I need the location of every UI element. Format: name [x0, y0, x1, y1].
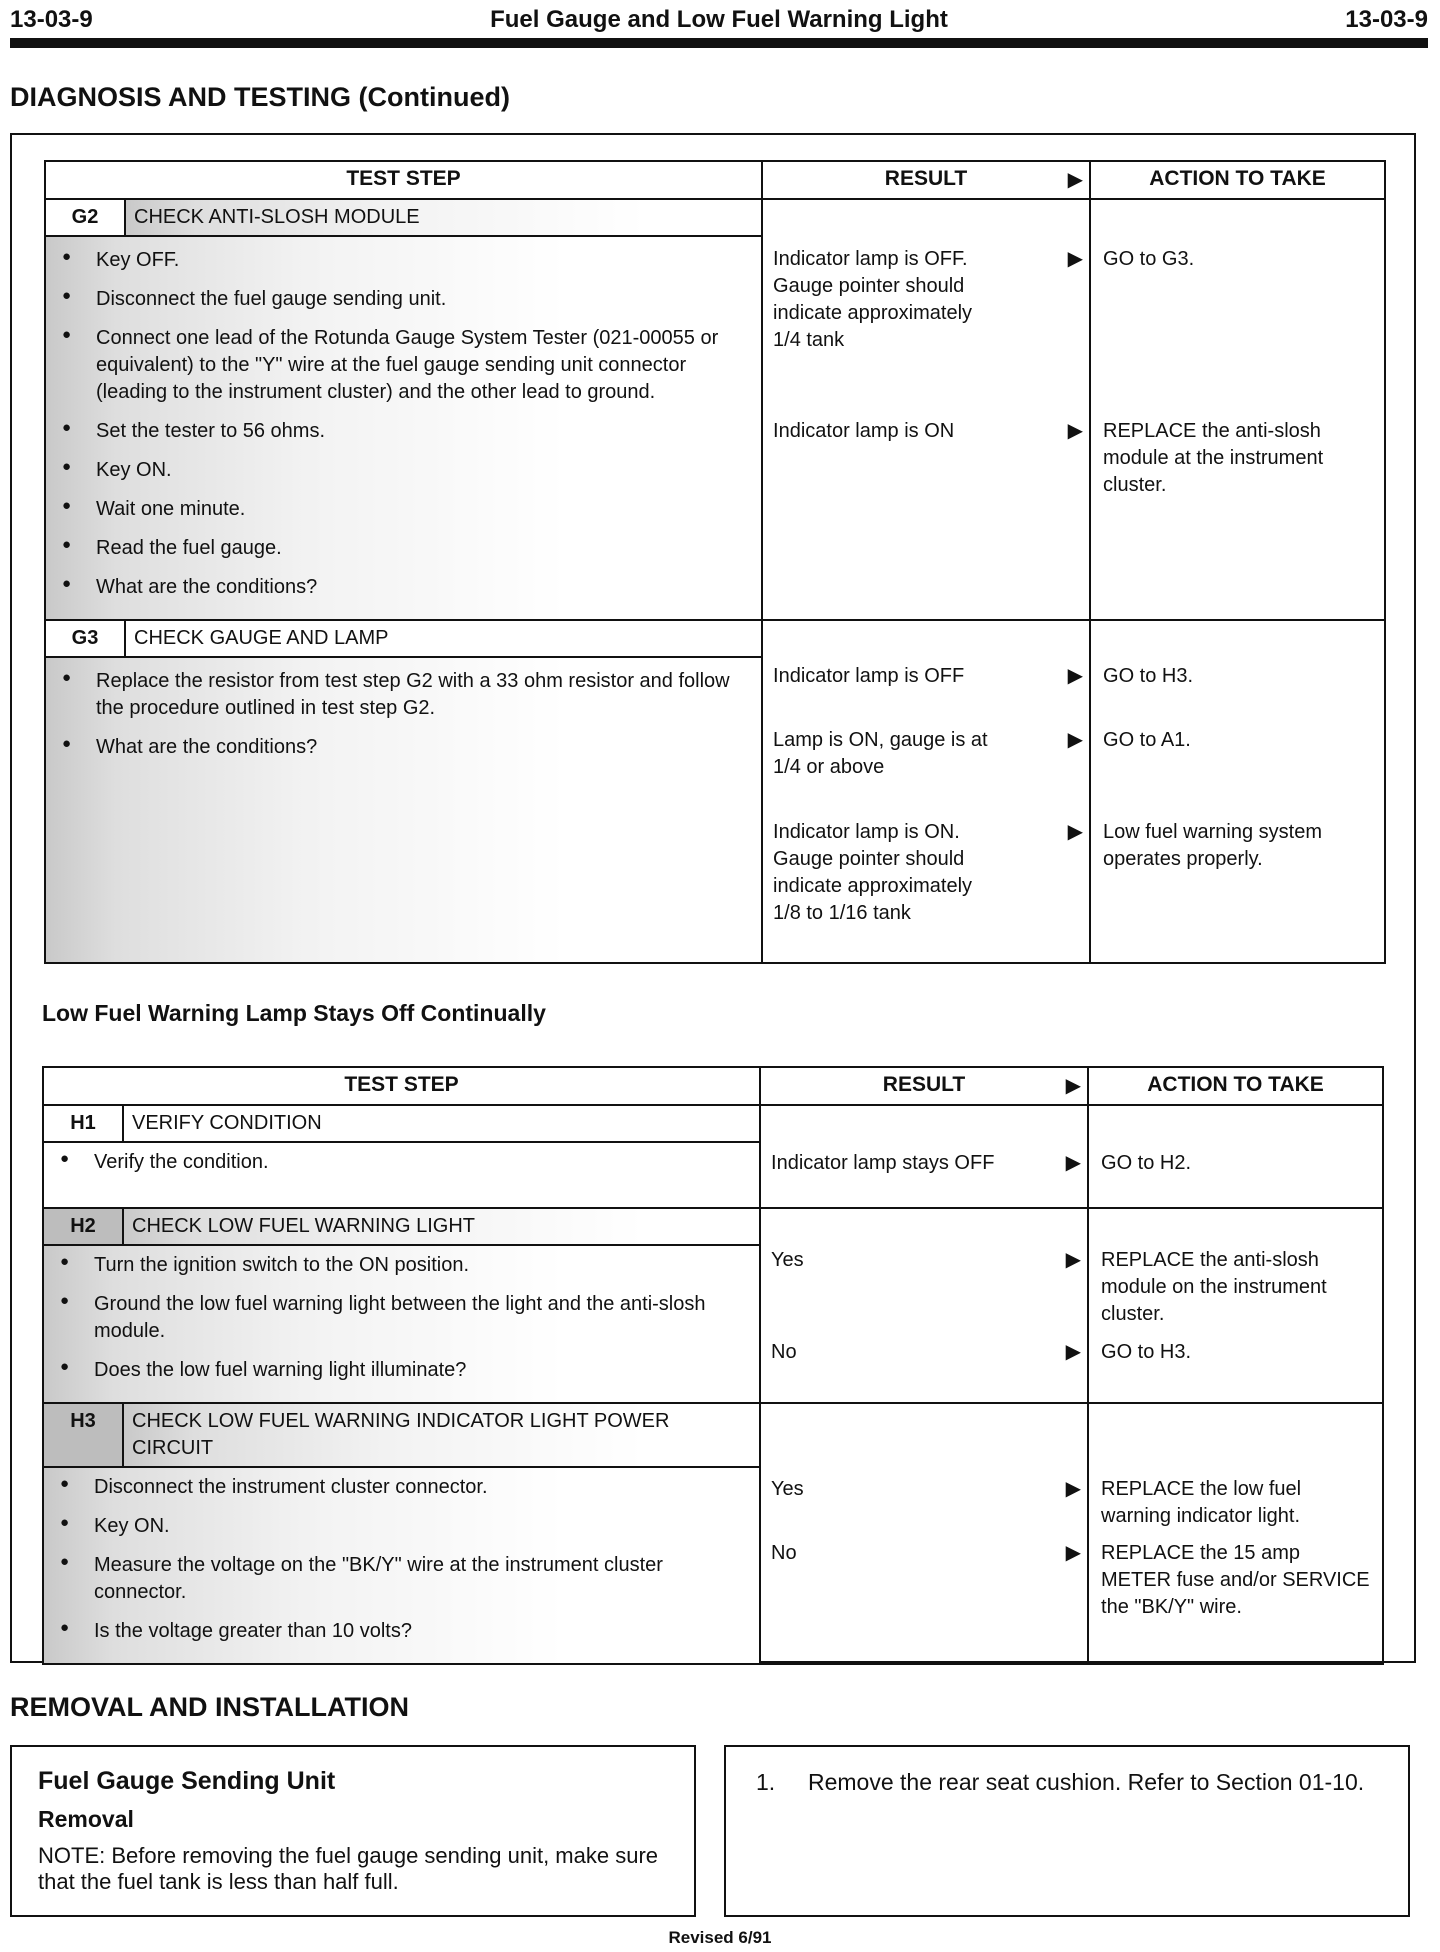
page-title: Fuel Gauge and Low Fuel Warning Light [490, 6, 948, 33]
bullet-item: ● Disconnect the fuel gauge sending unit. [96, 286, 745, 313]
arrow-icon: ▶ [1067, 169, 1084, 191]
procedure-step-text: Remove the rear seat cushion. Refer to Section 01-10. [808, 1769, 1365, 1795]
bullet-list [44, 1143, 759, 1194]
page-footer: Revised 6/91 [668, 1928, 772, 1947]
header-test-step: TEST STEP [43, 1067, 760, 1105]
header-rule [10, 38, 1428, 48]
step-title: CHECK ANTI-SLOSH MODULE [125, 199, 762, 236]
arrow-icon: ▶ [1065, 1478, 1082, 1500]
result-item [773, 246, 1084, 354]
result-text: Indicator lamp is OFF. Gauge pointer should indicate approximately 1/4 tank [773, 248, 973, 351]
step-title-row [43, 1105, 1383, 1142]
header-test-step: TEST STEP [45, 161, 762, 199]
step-body [45, 236, 762, 620]
bullet-item: ● Wait one minute. [96, 496, 745, 523]
bullet-item: ● Set the tester to 56 ohms. [96, 418, 745, 445]
step-title: VERIFY CONDITION [123, 1105, 760, 1142]
action-text: GO to A1. [1103, 729, 1191, 751]
step-title: CHECK GAUGE AND LAMP [125, 620, 762, 657]
step-title-row [45, 199, 1385, 236]
action-cell [1090, 199, 1385, 620]
header-result-label: RESULT [884, 167, 968, 190]
header-action: ACTION TO TAKE [1088, 1067, 1383, 1105]
table-header-row [43, 1067, 1383, 1105]
action-text: REPLACE the anti-slosh module on the instrument cluster. [1101, 1249, 1327, 1325]
bullet-list [46, 237, 761, 619]
result-text: No [771, 1542, 797, 1564]
action-text: GO to G3. [1103, 248, 1195, 270]
result-text: Yes [771, 1478, 804, 1500]
result-item [773, 663, 1084, 690]
step-id: H2 [43, 1208, 123, 1245]
arrow-icon: ▶ [1065, 1341, 1082, 1363]
procedure-box [724, 1745, 1410, 1917]
arrow-icon: ▶ [1067, 729, 1084, 751]
arrow-icon: ▶ [1065, 1249, 1082, 1271]
bullet-item: ● Ground the low fuel warning light between the light and the anti-slosh module. [94, 1291, 743, 1345]
action-text: REPLACE the anti-slosh module at the instrument cluster. [1103, 420, 1324, 496]
header-result [760, 1067, 1088, 1105]
bullet-item: ● Key OFF. [96, 247, 745, 274]
result-text: Indicator lamp is OFF [773, 665, 965, 687]
removal-title: Fuel Gauge Sending Unit [38, 1767, 336, 1795]
header-result [762, 161, 1090, 199]
result-item [773, 819, 1084, 927]
step-body [43, 1142, 760, 1208]
action-cell [1088, 1208, 1383, 1403]
arrow-icon: ▶ [1065, 1152, 1082, 1174]
action-cell [1088, 1105, 1383, 1208]
step-body [45, 657, 762, 963]
subheading: Low Fuel Warning Lamp Stays Off Continually [42, 1000, 546, 1026]
removal-note: NOTE: Before removing the fuel gauge sending unit, make sure that the fuel tank is less than half full. [38, 1843, 659, 1895]
action-cell [1090, 620, 1385, 963]
result-item [771, 1247, 1082, 1274]
result-text: No [771, 1341, 797, 1363]
arrow-icon: ▶ [1065, 1075, 1082, 1097]
step-body [43, 1245, 760, 1403]
bullet-item: ● Does the low fuel warning light illuminate? [94, 1357, 743, 1384]
bullet-item: ● Key ON. [96, 457, 745, 484]
test-table-g [44, 160, 1386, 964]
arrow-icon: ▶ [1067, 665, 1084, 687]
bullet-item: ● Connect one lead of the Rotunda Gauge System Tester (021-00055 or equivalent) to the "Y" wire at the fuel gauge sending unit connector (leading to the instrument cluster) and the other lead to ground. [96, 325, 745, 406]
step-id: G2 [45, 199, 125, 236]
result-item [771, 1540, 1082, 1567]
result-item [771, 1339, 1082, 1366]
result-text: Indicator lamp is ON. Gauge pointer should indicate approximately 1/8 to 1/16 tank [773, 821, 973, 924]
bullet-item: ● Replace the resistor from test step G2 with a 33 ohm resistor and follow the procedure outlined in test step G2. [96, 668, 745, 722]
bullet-item: ● Disconnect the instrument cluster connector. [94, 1474, 743, 1501]
bullet-item: ● What are the conditions? [96, 734, 745, 761]
action-text: GO to H2. [1101, 1152, 1192, 1174]
action-text: GO to H3. [1101, 1341, 1192, 1363]
result-item [771, 1476, 1082, 1503]
step-id: H3 [43, 1403, 123, 1467]
section-title-removal: REMOVAL AND INSTALLATION [10, 1692, 409, 1722]
result-cell [760, 1403, 1088, 1664]
result-cell [762, 620, 1090, 963]
result-cell [760, 1208, 1088, 1403]
step-id: G3 [45, 620, 125, 657]
bullet-item: ● Key ON. [94, 1513, 743, 1540]
step-title-row [43, 1403, 1383, 1467]
step-body [43, 1467, 760, 1664]
step-title: CHECK LOW FUEL WARNING INDICATOR LIGHT POWER CIRCUIT [123, 1403, 760, 1467]
page-number-right: 13-03-9 [1345, 6, 1428, 33]
procedure-step [756, 1769, 1378, 1797]
procedure-step-number: 1. [756, 1769, 776, 1795]
result-text: Yes [771, 1249, 804, 1271]
arrow-icon: ▶ [1067, 821, 1084, 843]
arrow-icon: ▶ [1065, 1542, 1082, 1564]
bullet-list [46, 658, 761, 779]
action-text: GO to H3. [1103, 665, 1194, 687]
removal-box [10, 1745, 696, 1917]
header-action: ACTION TO TAKE [1090, 161, 1385, 199]
step-title-row [43, 1208, 1383, 1245]
action-cell [1088, 1403, 1383, 1664]
test-table-h [42, 1066, 1384, 1665]
page-number-left: 13-03-9 [10, 6, 93, 33]
step-id: H1 [43, 1105, 123, 1142]
bullet-item: ● What are the conditions? [96, 574, 745, 601]
header-result-label: RESULT [882, 1073, 966, 1096]
page-header [10, 6, 1428, 36]
bullet-item: ● Measure the voltage on the "BK/Y" wire at the instrument cluster connector. [94, 1552, 743, 1606]
arrow-icon: ▶ [1067, 420, 1084, 442]
result-item [773, 418, 1084, 445]
result-text: Indicator lamp is ON [773, 420, 955, 442]
bullet-item: ● Read the fuel gauge. [96, 535, 745, 562]
bullet-item: ● Turn the ignition switch to the ON position. [94, 1252, 743, 1279]
result-item [771, 1150, 1082, 1177]
bullet-item: ● Verify the condition. [94, 1149, 743, 1176]
result-cell [760, 1105, 1088, 1208]
removal-subtitle: Removal [38, 1806, 134, 1832]
step-title: CHECK LOW FUEL WARNING LIGHT [123, 1208, 760, 1245]
bullet-item: ● Is the voltage greater than 10 volts? [94, 1618, 743, 1645]
result-item [773, 727, 1084, 781]
section-title-diagnosis: DIAGNOSIS AND TESTING (Continued) [10, 82, 510, 112]
action-text: REPLACE the low fuel warning indicator light. [1101, 1478, 1302, 1527]
bullet-list [44, 1468, 759, 1663]
result-text: Lamp is ON, gauge is at 1/4 or above [773, 729, 988, 778]
result-cell [762, 199, 1090, 620]
step-title-row [45, 620, 1385, 657]
result-text: Indicator lamp stays OFF [771, 1152, 995, 1174]
action-text: REPLACE the 15 amp METER fuse and/or SERVICE the "BK/Y" wire. [1101, 1542, 1370, 1618]
bullet-list [44, 1246, 759, 1402]
arrow-icon: ▶ [1067, 248, 1084, 270]
table-header-row [45, 161, 1385, 199]
action-text: Low fuel warning system operates properly. [1103, 821, 1322, 870]
